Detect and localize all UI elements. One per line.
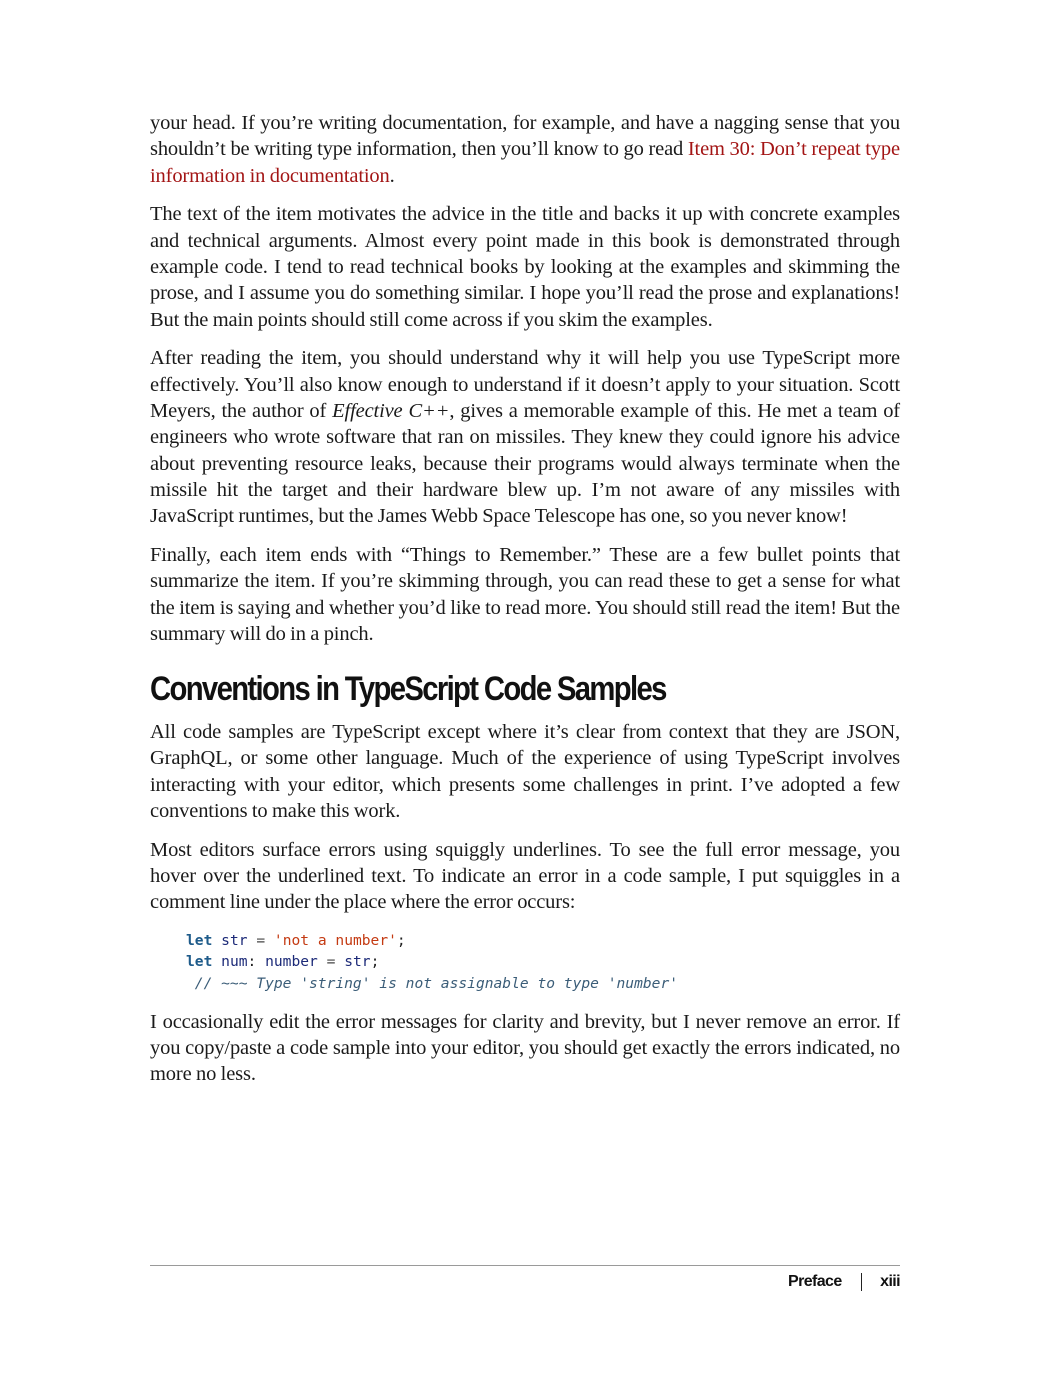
code-identifier: str xyxy=(221,931,248,949)
paragraph-intro-continued xyxy=(150,110,900,189)
code-keyword: let xyxy=(186,931,213,949)
footer-page-number: xiii xyxy=(880,1273,900,1290)
paragraph-after-reading xyxy=(150,345,900,529)
footer-separator xyxy=(861,1273,863,1291)
section-heading: Conventions in TypeScript Code Samples xyxy=(150,670,666,709)
code-keyword: let xyxy=(186,953,213,971)
code-line-2 xyxy=(186,951,900,973)
paragraph-item-text: The text of the item motivates the advice in the title and backs it up with concrete examples and technical arguments. Almost every point made in this book is demonstrated through example code. I tend to read technical books by looking at the examples and skimming the prose, and I assume you do something similar. I hope you’ll read the prose and explanations! But the main points should still come across if you skim the examples. xyxy=(150,203,900,331)
code-identifier: num xyxy=(221,953,248,971)
page-footer xyxy=(788,1271,900,1293)
code-sample xyxy=(186,930,900,995)
paragraph-things-to-remember: Finally, each item ends with “Things to Remember.” These are a few bullet points that summarize the item. If you’re skimming through, you can read these to get a sense for what the item is saying and whether you’d like to read more. You should still read the item! But the summary will do in a pinch. xyxy=(150,543,900,645)
code-type: number xyxy=(265,953,318,971)
paragraph-text: , gives a memorable example of this. He met a team of engineers who wrote software that ran on missiles. They knew they could ignore his advice about preventing resource leaks, because their programs would always terminate when the missile hit the target and their hardware blew up. I’m not aware of any missiles with JavaScript runtimes, but the James Webb Space Telescope has one, so you never know! xyxy=(150,399,900,528)
paragraph-error-messages: I occasionally edit the error messages for clarity and brevity, but I never remove an error. If you copy/paste a code sample into your editor, you should get exactly the errors indicated, no more no less. xyxy=(150,1010,900,1086)
code-punctuation: ; xyxy=(396,931,406,949)
code-punctuation: : xyxy=(247,953,257,971)
code-string-literal: 'not a number' xyxy=(273,931,397,949)
paragraph-squiggly-errors: Most editors surface errors using squiggly underlines. To see the full error message, you hover over the underlined text. To indicate an error in a code sample, I put squiggles in a comment line under the place where the error occurs: xyxy=(150,838,900,914)
cross-reference-link-item-30[interactable]: Item 30: Don’t repeat type information in documentation xyxy=(150,138,900,187)
code-identifier: str xyxy=(344,953,371,971)
paragraph-text: After reading the item, you should understand why it will help you use TypeScript more effectively. You’ll also know enough to understand if it doesn’t apply to your situation. Scott Meyers, the author of xyxy=(150,347,900,422)
footer-divider xyxy=(150,1265,900,1266)
code-line-1 xyxy=(186,930,900,952)
code-operator: = xyxy=(326,953,336,971)
code-punctuation: ; xyxy=(370,953,380,971)
footer-section-name: Preface xyxy=(788,1273,842,1290)
paragraph-text: your head. If you’re writing documentation, for example, and have a nagging sense that you shouldn’t be writing type information, then you’ll know to go read xyxy=(150,112,900,161)
paragraph-text: . xyxy=(389,164,395,187)
book-title-effective-cpp: Effective C++ xyxy=(332,399,450,422)
paragraph-code-samples: All code samples are TypeScript except where it’s clear from context that they are JSON, GraphQL, or some other language. Much of the experience of using TypeScript involves interacting with your editor, which presents some challenges in print. I’ve adopted a few conventions to make this work. xyxy=(150,721,900,823)
code-operator: = xyxy=(256,931,266,949)
page-body xyxy=(150,110,900,1100)
code-line-3-error-comment: // ~~~ Type 'string' is not assignable to type 'number' xyxy=(186,974,679,992)
